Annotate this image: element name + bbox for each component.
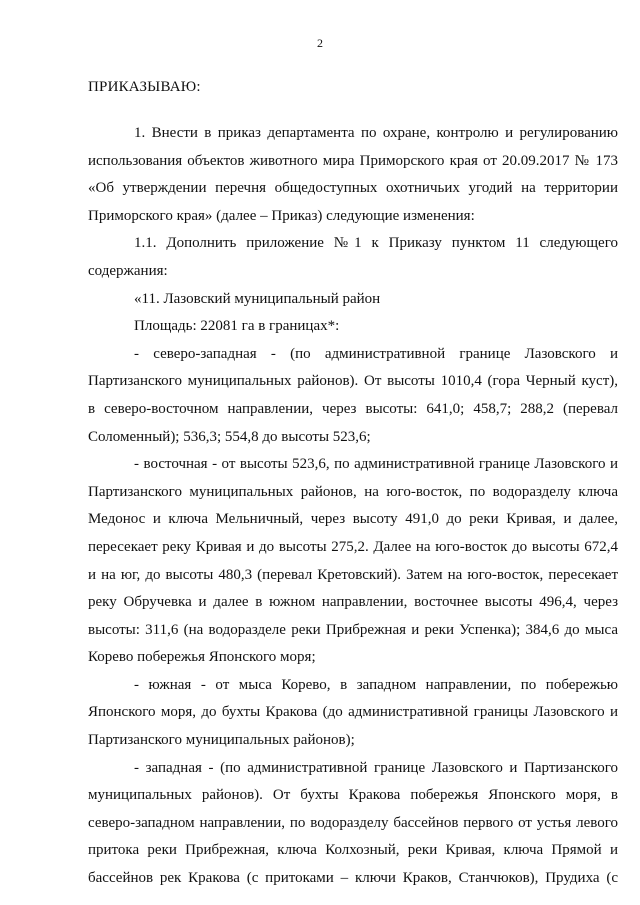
text-line: 1.1. Дополнить приложение №1 к Приказу пунктом 11 следующего	[134, 235, 618, 252]
text-line: Партизанского муниципальных районов). От высоты 1010,4 (гора Черный куст),	[88, 373, 618, 390]
text-line: Площадь: 22081 га в границах*:	[134, 318, 340, 335]
order-heading: ПРИКАЗЫВАЮ:	[88, 79, 201, 95]
text-line: - северо-западная - (по административной границе Лазовского и	[134, 345, 618, 362]
text-line: Японского моря, до бухты Кракова (до административной границы Лазовского и	[88, 704, 618, 721]
text-line: высоты: 311,6 (на водоразделе реки Прибрежная и реки Успенка); 384,6 до мыса	[88, 621, 618, 638]
text-line: содержания:	[88, 262, 168, 279]
text-line: Медонос и ключа Мельничный, через высоту 491,0 до реки Кривая, и далее,	[88, 511, 618, 528]
text-line: пересекает реку Кривая и до высоты 275,2. Далее на юго-восток до высоты 672,4	[88, 538, 618, 555]
document-body	[88, 120, 618, 893]
text-line: муниципальных районов). От бухты Кракова побережья Японского моря, в	[88, 787, 618, 804]
page-number: 2	[317, 36, 323, 50]
text-line: - западная - (по административной границе Лазовского и Партизанского	[134, 759, 618, 776]
text-line: «Об утверждении перечня общедоступных охотничьих угодий на территории	[88, 180, 618, 197]
text-line: «11. Лазовский муниципальный район	[134, 290, 381, 307]
text-line: Корево побережья Японского моря;	[88, 649, 316, 666]
text-line: 1. Внести в приказ департамента по охране, контролю и регулированию	[134, 125, 618, 141]
text-line: реку Обручевка и далее в южном направлении, восточнее высоты 496,4, через	[88, 594, 618, 611]
text-line: притока реки Прибрежная, ключа Колхозный, реки Кривая, ключа Прямой и	[88, 842, 618, 859]
text-line: северо-западном направлении, по водоразделу бассейнов первого от устья левого	[88, 814, 618, 831]
text-line: и на юг, до высоты 480,3 (перевал Кретовский). Затем на юго-восток, пересекает	[88, 566, 618, 583]
text-line: в северо-восточном направлении, через высоты: 641,0; 458,7; 288,2 (перевал	[88, 400, 618, 417]
text-line: Соломенный); 536,3; 554,8 до высоты 523,6;	[88, 428, 371, 445]
text-line: бассейнов рек Кракова (с притоками – ключи Краков, Станчюков), Прудиха (с	[88, 870, 618, 887]
text-line: - южная - от мыса Корево, в западном направлении, по побережью	[134, 676, 618, 693]
text-line: - восточная - от высоты 523,6, по административной границе Лазовского и	[134, 456, 618, 473]
text-line: использования объектов животного мира Приморского края от 20.09.2017 № 173	[88, 152, 618, 169]
text-line: Приморского края» (далее – Приказ) следующие изменения:	[88, 207, 475, 224]
text-line: Партизанского муниципальных районов);	[88, 732, 355, 749]
text-line: Партизанского муниципальных районов, на юго-восток, по водоразделу ключа	[88, 483, 618, 500]
